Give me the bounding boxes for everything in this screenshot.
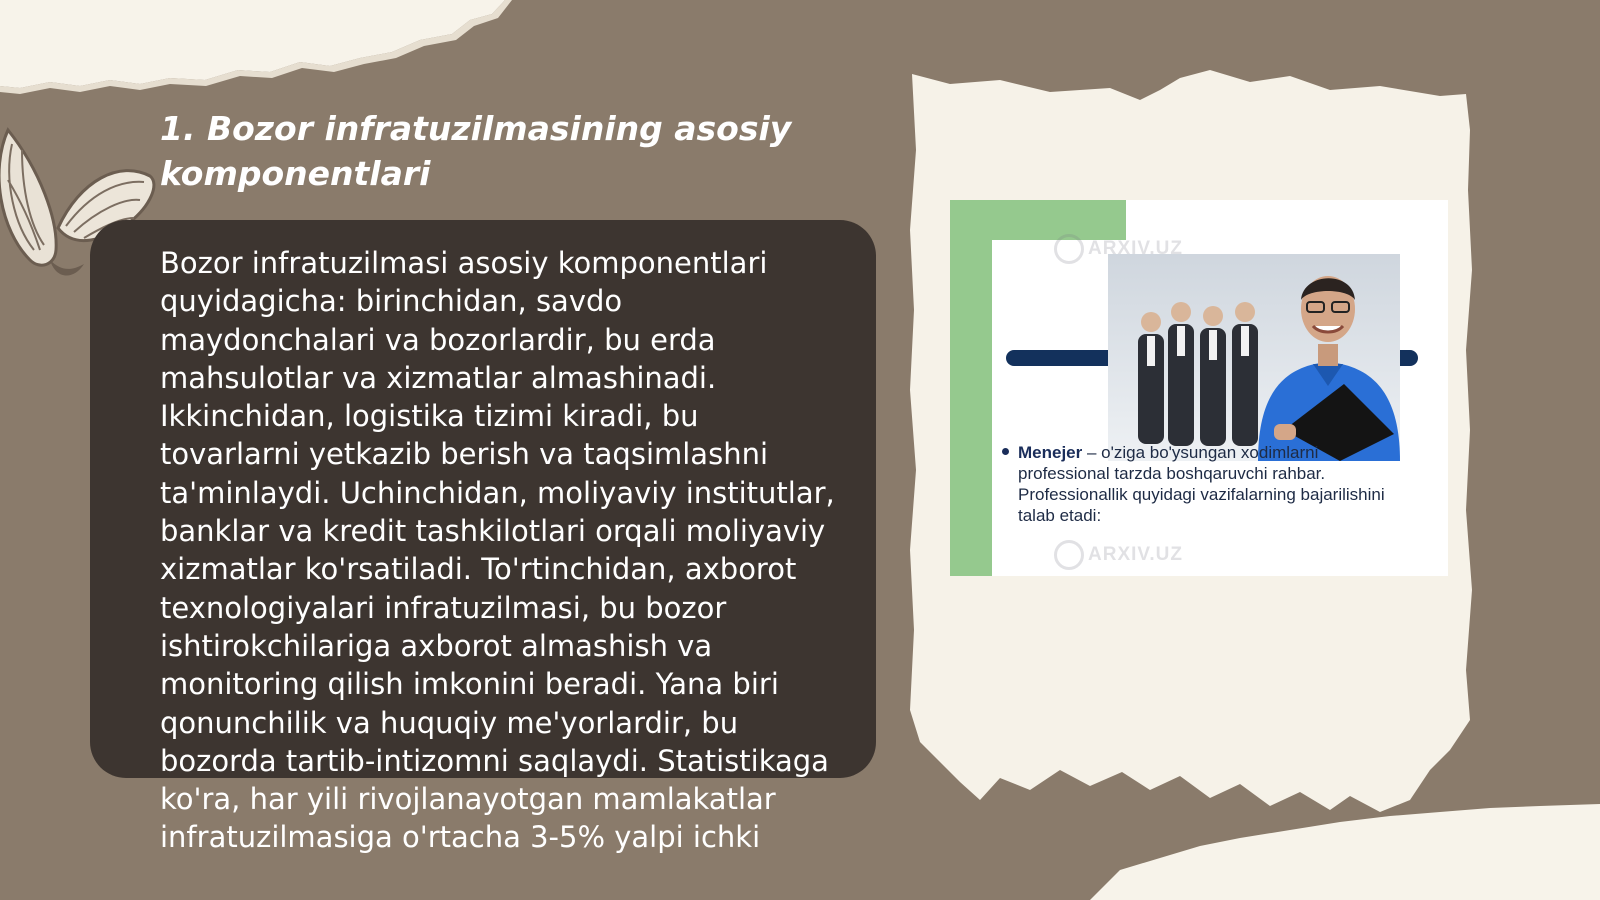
body-text: Bozor infratuzilmasi asosiy komponentlari quyidagicha: birinchidan, savdo maydonchalari va bozorlardir, bu erda mahsulotlar va xizmatlar almashinadi. Ikkinchidan, logistika tizimi kiradi, bu tovarlarni yetkazib berish va taqsimlashni ta'minlaydi. Uchinchidan, moliyaviy institutlar, banklar va kredit tashkilotlari orqali moliyaviy xizmatlar ko'rsatiladi. To'rtinchidan, axborot texnologiyalari infratuzilmasi, bu bozor ishtirokchilariga axborot almashish va monitoring qilish imkonini beradi. Yana biri qonunchilik va huquqiy me'yorlardir, bu bozorda tartib-intizomni saqlaydi. Statistikaga ko'ra, har yili rivojlanayotgan mamlakatlar infratuzilmasiga o'rtacha 3-5% yalpi ichki — [160, 246, 835, 855]
watermark: ARXIV.UZ — [1054, 234, 1183, 264]
page-title: 1. Bozor infratuzilmasining asosiy komponentlari — [160, 109, 792, 193]
slide-definition: – o'ziga bo'ysungan xodimlarni professional tarzda boshqaruvchi rahbar. Professionallik quyidagi vazifalarning bajarilishini talab etadi: — [1018, 443, 1385, 525]
slide-term: Menejer — [1018, 443, 1083, 462]
watermark-bottom: ARXIV.UZ — [1054, 540, 1183, 570]
